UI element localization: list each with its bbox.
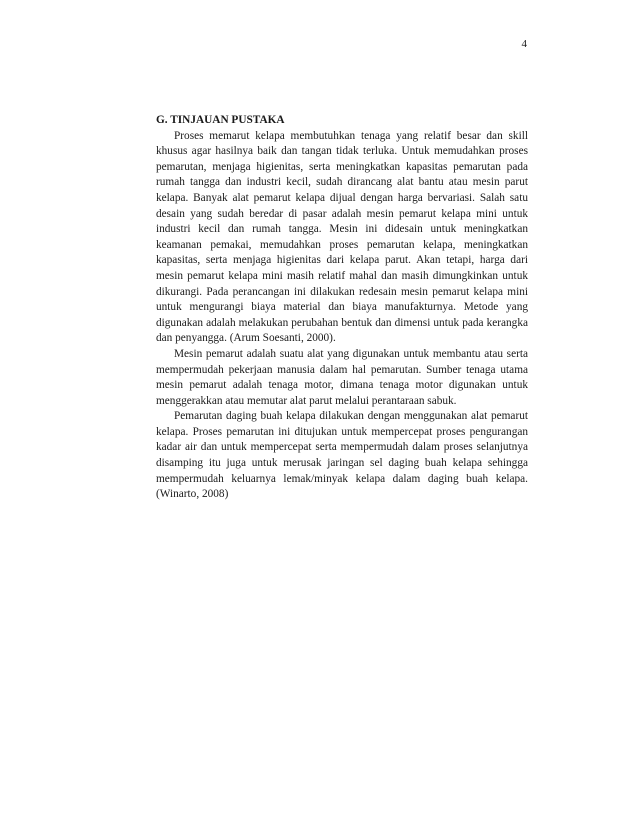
section-heading: G. TINJAUAN PUSTAKA bbox=[156, 114, 285, 126]
page-number: 4 bbox=[521, 38, 527, 50]
paragraph-2: Mesin pemarut adalah suatu alat yang digunakan untuk membantu atau serta mempermudah pekerjaan manusia dalam hal pemarutan. Sumber tenaga utama mesin pemarut adalah tenaga motor, dimana tenaga motor digunakan untuk menggerakkan atau memutar alat parut melalui perantaraan sabuk. bbox=[156, 347, 528, 407]
document-body bbox=[156, 113, 528, 503]
paragraph-1: Proses memarut kelapa membutuhkan tenaga yang relatif besar dan skill khusus agar hasilnya baik dan tangan tidak terluka. Untuk memudahkan proses pemarutan, menjaga higienitas, serta meningkatkan kapasitas pemarutan pada rumah tangga dan industri kecil, sudah dirancang alat bantu atau mesin parut kelapa. Banyak alat pemarut kelapa dijual dengan harga bervariasi. Salah satu desain yang sudah beredar di pasar adalah mesin pemarut kelapa mini untuk industri kecil dan rumah tangga. Mesin ini didesain untuk meningkatkan keamanan pemakai, memudahkan proses pemarutan kelapa, meningkatkan kapasitas, serta menjaga higienitas dari kelapa parut. Akan tetapi, harga dari mesin pemarut kelapa mini masih relatif mahal dan masih dimungkinkan untuk dikurangi. Pada perancangan ini dilakukan redesain mesin pemarut kelapa mini untuk mengurangi biaya material dan biaya manufakturnya. Metode yang digunakan adalah melakukan perubahan bentuk dan dimensi untuk pada kerangka dan penyangga. (Arum Soesanti, 2000). bbox=[156, 129, 528, 345]
paragraph-3: Pemarutan daging buah kelapa dilakukan dengan menggunakan alat pemarut kelapa. Proses pemarutan ini ditujukan untuk mempercepat proses pengurangan kadar air dan untuk mempercepat serta mempermudah dalam proses selanjutnya disamping itu juga untuk merusak jaringan sel daging buah kelapa sehingga mempermudah keluarnya lemak/minyak kelapa dalam daging buah kelapa. (Winarto, 2008) bbox=[156, 410, 528, 501]
